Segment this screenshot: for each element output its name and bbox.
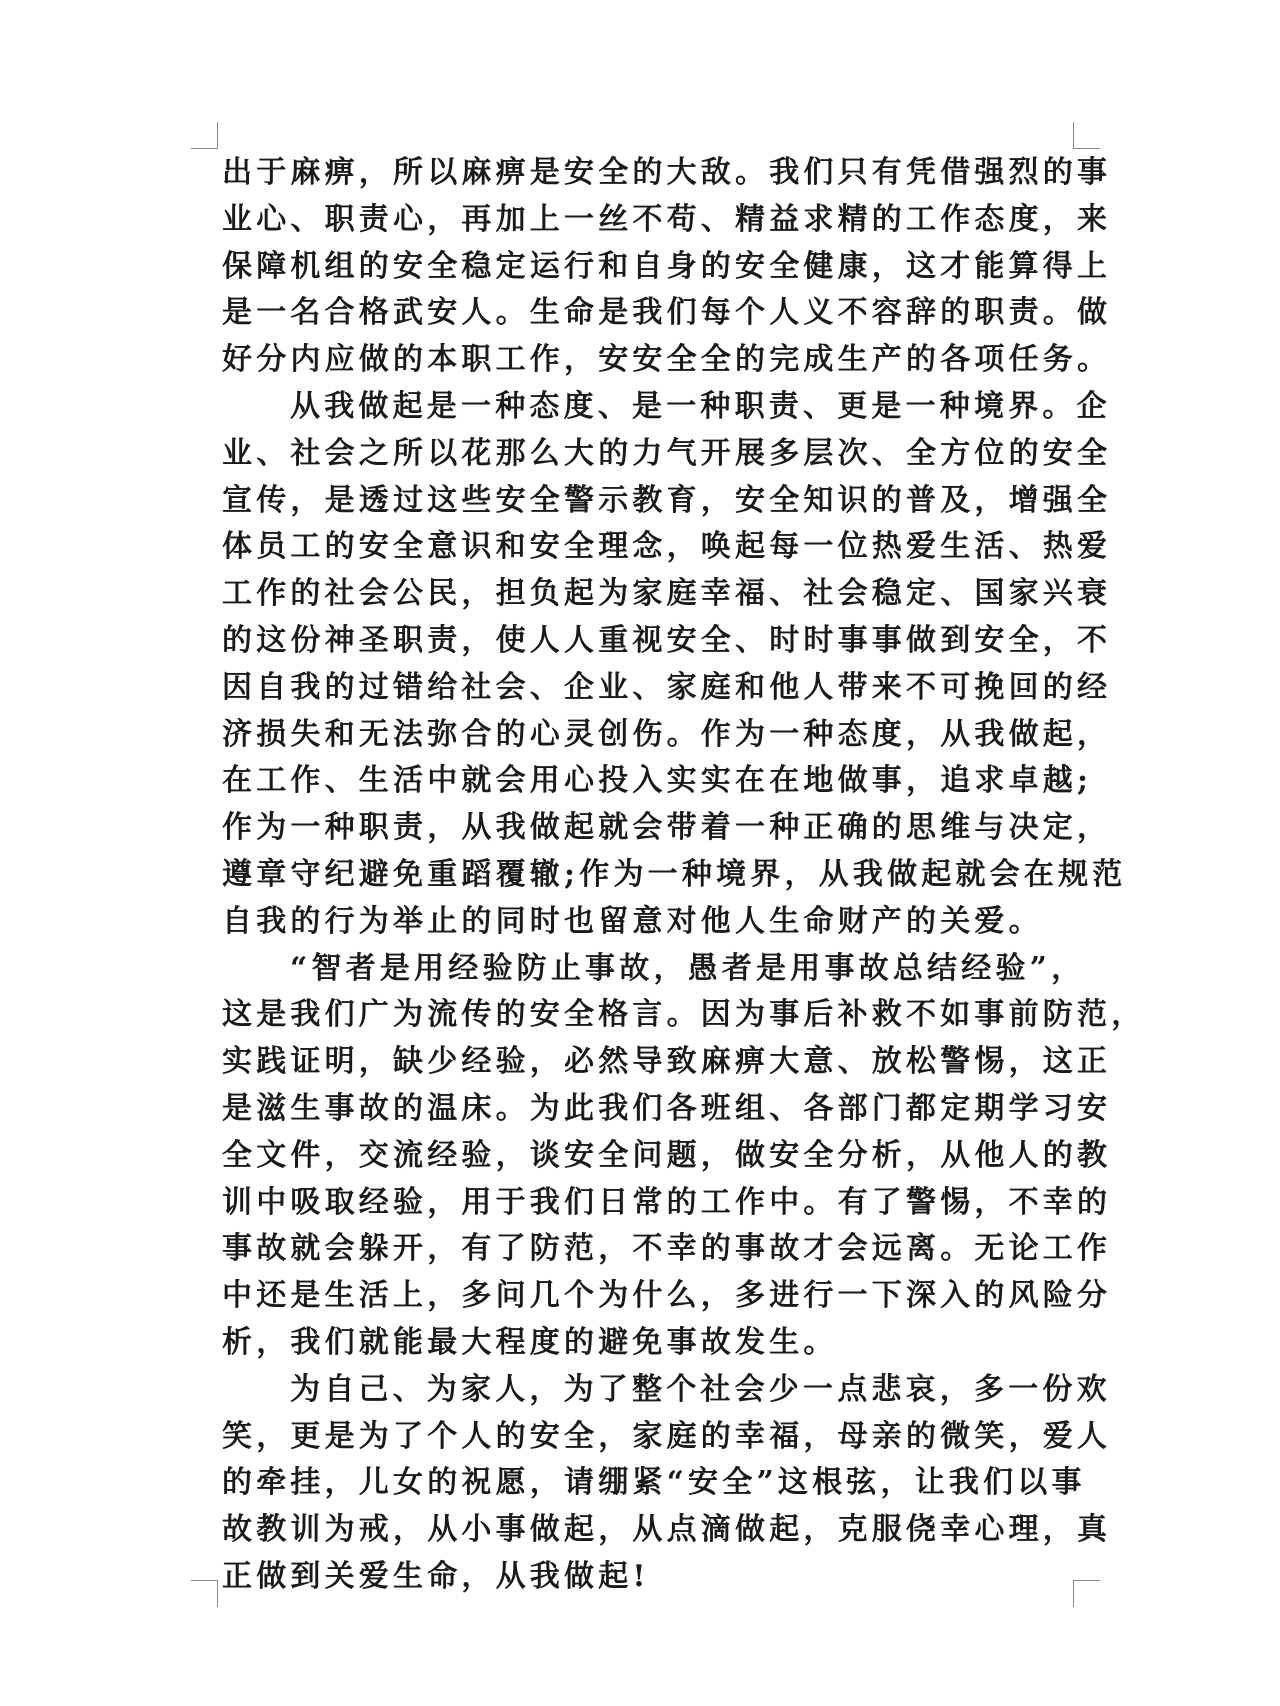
text-line: 自我的行为举止的同时也留意对他人生命财产的关爱。: [222, 903, 1043, 939]
margin-mark-bottom-left: [191, 1580, 218, 1607]
margin-mark-top-right: [1073, 122, 1100, 149]
text-line: 业、社会之所以花那么大的力气开展多层次、全方位的安全: [222, 435, 1112, 471]
text-line: 业心、职责心，再加上一丝不苟、精益求精的工作态度，来: [222, 201, 1112, 237]
text-line: 是滋生事故的温床。为此我们各班组、各部门都定期学习安: [222, 1090, 1112, 1126]
text-line: 出于麻痹，所以麻痹是安全的大敌。我们只有凭借强烈的事: [222, 155, 1112, 190]
text-line: 实践证明，缺少经验，必然导致麻痹大意、放松警惕，这正: [222, 1044, 1112, 1080]
text-line: 析，我们就能最大程度的避免事故发生。: [222, 1324, 838, 1360]
text-line: 正做到关爱生命，从我做起!: [222, 1558, 650, 1594]
document-body: [222, 150, 1146, 1601]
text-line: 在工作、生活中就会用心投入实实在在地做事，追求卓越;: [222, 763, 1093, 799]
margin-mark-top-left: [191, 122, 218, 149]
text-line: “智者是用经验防止事故，愚者是用事故总结经验”，: [290, 950, 1086, 986]
text-line: 全文件，交流经验，谈安全问题，做安全分析，从他人的教: [222, 1137, 1112, 1173]
text-line: 宣传，是透过这些安全警示教育，安全知识的普及，增强全: [222, 482, 1112, 518]
text-line: 为自己、为家人，为了整个社会少一点悲哀，多一份欢: [290, 1371, 1111, 1407]
text-line: 笑，更是为了个人的安全，家庭的幸福，母亲的微笑，爱人: [222, 1418, 1112, 1454]
text-line: 的这份神圣职责，使人人重视安全、时时事事做到安全，不: [222, 622, 1112, 658]
text-line: 事故就会躲开，有了防范，不幸的事故才会远离。无论工作: [222, 1231, 1112, 1267]
text-line: 是一名合格武安人。生命是我们每个人义不容辞的职责。做: [222, 295, 1112, 331]
text-line: 这是我们广为流传的安全格言。因为事后补救不如事前防范，: [222, 997, 1146, 1033]
text-line: 的牵挂，儿女的祝愿，请绷紧“安全”这根弦，让我们以事: [222, 1465, 1086, 1501]
text-line: 训中吸取经验，用于我们日常的工作中。有了警惕，不幸的: [222, 1184, 1112, 1220]
text-line: 因自我的过错给社会、企业、家庭和他人带来不可挽回的经: [222, 669, 1112, 705]
text-line: 故教训为戒，从小事做起，从点滴做起，克服侥幸心理，真: [222, 1512, 1112, 1548]
text-line: 遵章守纪避免重蹈覆辙;作为一种境界，从我做起就会在规范: [222, 856, 1127, 892]
text-line: 好分内应做的本职工作，安安全全的完成生产的各项任务。: [222, 342, 1112, 378]
text-line: 工作的社会公民，担负起为家庭幸福、社会稳定、国家兴衰: [222, 576, 1112, 612]
text-line: 保障机组的安全稳定运行和自身的安全健康，这才能算得上: [222, 248, 1112, 284]
text-line: 中还是生活上，多问几个为什么，多进行一下深入的风险分: [222, 1278, 1112, 1314]
text-line: 从我做起是一种态度、是一种职责、更是一种境界。企: [290, 388, 1111, 424]
text-line: 济损失和无法弥合的心灵创伤。作为一种态度，从我做起，: [222, 716, 1112, 752]
text-line: 作为一种职责，从我做起就会带着一种正确的思维与决定，: [222, 810, 1112, 846]
text-line: 体员工的安全意识和安全理念，唤起每一位热爱生活、热爱: [222, 529, 1112, 565]
